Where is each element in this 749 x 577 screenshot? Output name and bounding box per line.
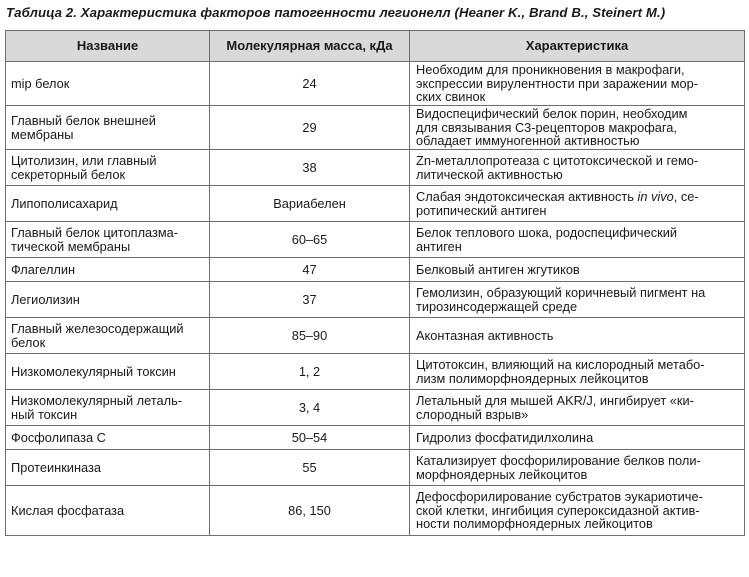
header-description: Характеристика — [410, 31, 745, 62]
factor-name: Главный железосодержащий белок — [6, 318, 210, 354]
factor-description: Белок теплового шока, родоспецифический антиген — [410, 222, 745, 258]
table-row — [6, 318, 745, 354]
table-row — [6, 222, 745, 258]
table-row — [6, 450, 745, 486]
table-row — [6, 486, 745, 536]
factor-name: Главный белок цитоплазма- тической мембраны — [6, 222, 210, 258]
molecular-mass: 29 — [210, 106, 410, 150]
table-row — [6, 282, 745, 318]
factor-description: Аконтазная активность — [410, 318, 745, 354]
factor-description: Видоспецифический белок порин, необходим для связывания С3-рецепторов макрофага, обладает иммуногенной активностью — [410, 106, 745, 150]
factor-name: Липополисахарид — [6, 186, 210, 222]
factor-name: Протеинкиназа — [6, 450, 210, 486]
factor-description: Катализирует фосфорилирование белков поли- морфноядерных лейкоцитов — [410, 450, 745, 486]
factor-description: Летальный для мышей AKR/J, ингибирует «ки- слородный взрыв» — [410, 390, 745, 426]
table-row — [6, 106, 745, 150]
factor-name: Низкомолекулярный токсин — [6, 354, 210, 390]
header-mass: Молекулярная масса, кДа — [210, 31, 410, 62]
pathogenicity-factors-table — [5, 30, 745, 536]
molecular-mass: 85–90 — [210, 318, 410, 354]
table-row — [6, 150, 745, 186]
factor-name: Флагеллин — [6, 258, 210, 282]
molecular-mass: 50–54 — [210, 426, 410, 450]
factor-description: Zn-металлопротеаза с цитотоксической и гемо- литической активностью — [410, 150, 745, 186]
factor-description: Белковый антиген жгутиков — [410, 258, 745, 282]
factor-name: Кислая фосфатаза — [6, 486, 210, 536]
molecular-mass: 3, 4 — [210, 390, 410, 426]
table-row — [6, 426, 745, 450]
factor-description: Слабая эндотоксическая активность in vivo, се- ротипический антиген — [410, 186, 745, 222]
table-row — [6, 354, 745, 390]
table-header-row — [6, 31, 745, 62]
molecular-mass: 37 — [210, 282, 410, 318]
molecular-mass: 60–65 — [210, 222, 410, 258]
table-row — [6, 62, 745, 106]
factor-name: Главный белок внешней мембраны — [6, 106, 210, 150]
factor-name: Фосфолипаза С — [6, 426, 210, 450]
factor-description: Цитотоксин, влияющий на кислородный метабо- лизм полиморфноядерных лейкоцитов — [410, 354, 745, 390]
factor-name: Низкомолекулярный леталь- ный токсин — [6, 390, 210, 426]
header-name: Название — [6, 31, 210, 62]
table-caption: Таблица 2. Характеристика факторов патогенности легионелл (Heaner K., Brand B., Steinert M.) — [6, 5, 666, 20]
molecular-mass: 1, 2 — [210, 354, 410, 390]
factor-description: Гемолизин, образующий коричневый пигмент на тирозинсодержащей среде — [410, 282, 745, 318]
factor-name: mip белок — [6, 62, 210, 106]
factor-name: Легиолизин — [6, 282, 210, 318]
table-row — [6, 258, 745, 282]
molecular-mass: 38 — [210, 150, 410, 186]
factor-name: Цитолизин, или главный секреторный белок — [6, 150, 210, 186]
table-row — [6, 390, 745, 426]
molecular-mass: 86, 150 — [210, 486, 410, 536]
molecular-mass: 24 — [210, 62, 410, 106]
molecular-mass: 55 — [210, 450, 410, 486]
molecular-mass: 47 — [210, 258, 410, 282]
molecular-mass: Вариабелен — [210, 186, 410, 222]
table-row — [6, 186, 745, 222]
factor-description: Дефосфорилирование субстратов эукариотиче- ской клетки, ингибиция супероксидазной актив- ности полиморфноядерных лейкоцитов — [410, 486, 745, 536]
factor-description: Необходим для проникновения в макрофаги, экспрессии вирулентности при заражении мор- ских свинок — [410, 62, 745, 106]
factor-description: Гидролиз фосфатидилхолина — [410, 426, 745, 450]
